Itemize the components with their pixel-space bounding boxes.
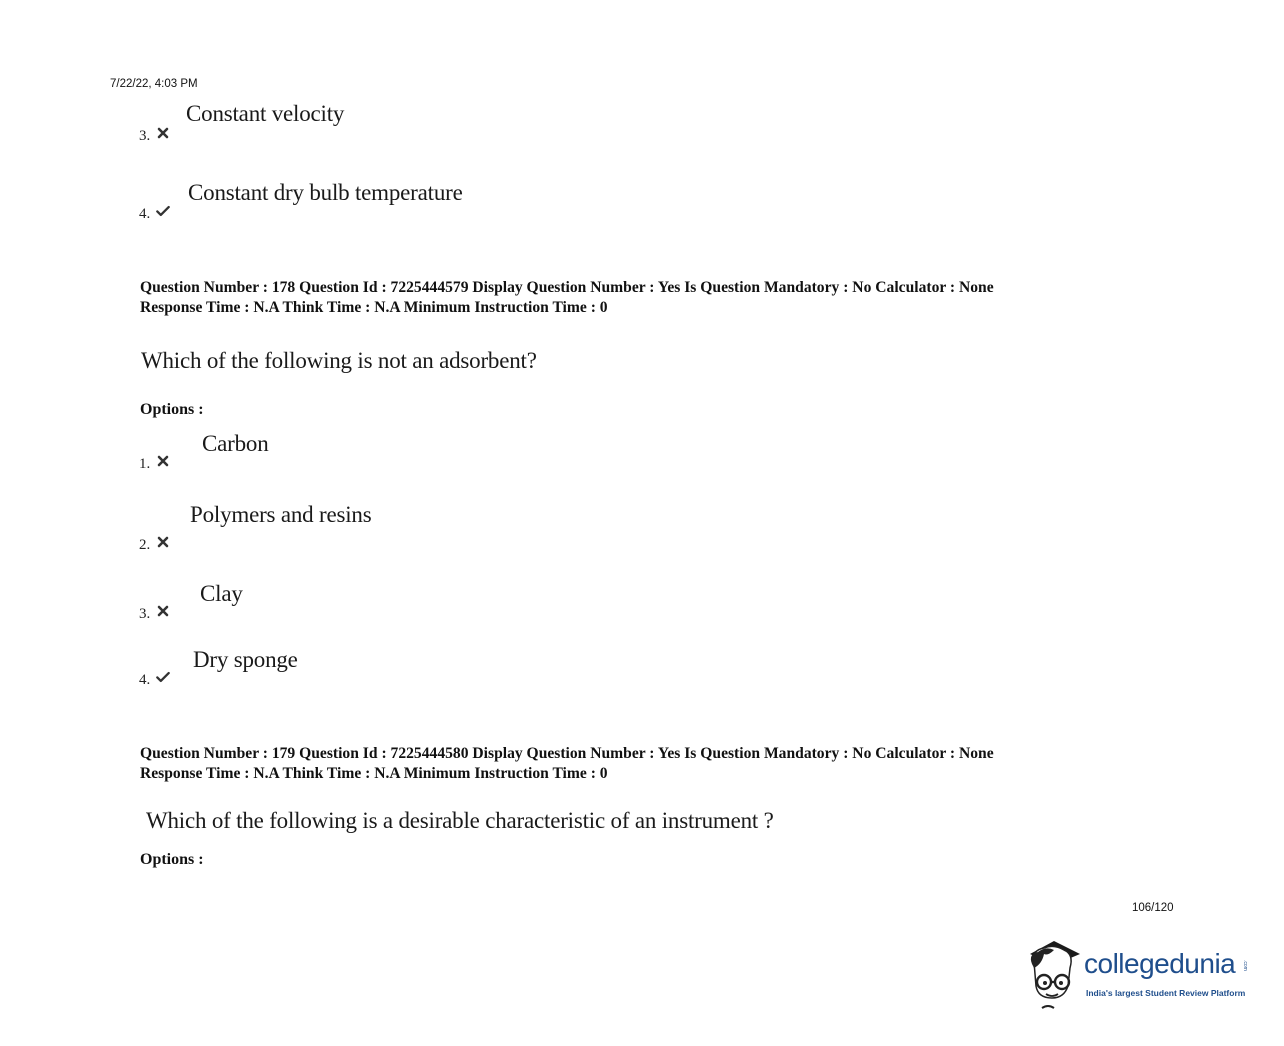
question-text: Which of the following is not an adsorbent? — [141, 348, 537, 373]
cross-icon — [156, 455, 170, 467]
logo-wordmark: collegedunia — [1084, 948, 1236, 979]
option-number-label: 2. — [139, 537, 151, 553]
print-timestamp: 7/22/22, 4:03 PM — [110, 78, 198, 90]
option-number-label: 4. — [139, 206, 151, 222]
logo-com: .com — [1242, 960, 1248, 971]
question-meta-line: Question Number : 179 Question Id : 7225444580 Display Question Number : Yes Is Question Mandatory : No Calculator : None — [140, 745, 994, 762]
option-number — [139, 671, 170, 689]
question-meta-line: Question Number : 178 Question Id : 7225444579 Display Question Number : Yes Is Question Mandatory : No Calculator : None — [140, 279, 994, 296]
option-number — [139, 455, 170, 473]
option-number-label: 3. — [139, 606, 151, 622]
question-meta — [140, 278, 994, 317]
cross-icon — [156, 536, 170, 548]
option-text: Polymers and resins — [190, 502, 372, 527]
option-number-label: 1. — [139, 456, 151, 472]
question-meta-line: Response Time : N.A Think Time : N.A Minimum Instruction Time : 0 — [140, 764, 608, 782]
option-number-label: 3. — [139, 128, 151, 144]
question-text: Which of the following is a desirable characteristic of an instrument ? — [146, 808, 774, 833]
options-label: Options : — [140, 851, 204, 868]
checkmark-icon — [156, 671, 170, 683]
cross-icon — [156, 605, 170, 617]
question-meta — [140, 744, 994, 783]
question-meta-line: Response Time : N.A Think Time : N.A Minimum Instruction Time : 0 — [140, 298, 608, 316]
page-number: 106/120 — [1132, 902, 1174, 914]
option-number-label: 4. — [139, 672, 151, 688]
option-text: Carbon — [202, 431, 269, 456]
option-text: Clay — [200, 581, 243, 606]
option-number — [139, 536, 170, 554]
option-text: Constant velocity — [186, 101, 345, 126]
option-number — [139, 127, 170, 145]
option-text: Dry sponge — [193, 647, 298, 672]
checkmark-icon — [156, 205, 170, 217]
logo-tagline: India's largest Student Review Platform — [1086, 988, 1246, 998]
collegedunia-logo — [1024, 938, 1260, 1012]
option-number — [139, 605, 170, 623]
option-text: Constant dry bulb temperature — [188, 180, 463, 205]
cross-icon — [156, 127, 170, 139]
option-number — [139, 205, 170, 223]
mascot-icon — [1024, 938, 1084, 1012]
options-label: Options : — [140, 401, 204, 418]
